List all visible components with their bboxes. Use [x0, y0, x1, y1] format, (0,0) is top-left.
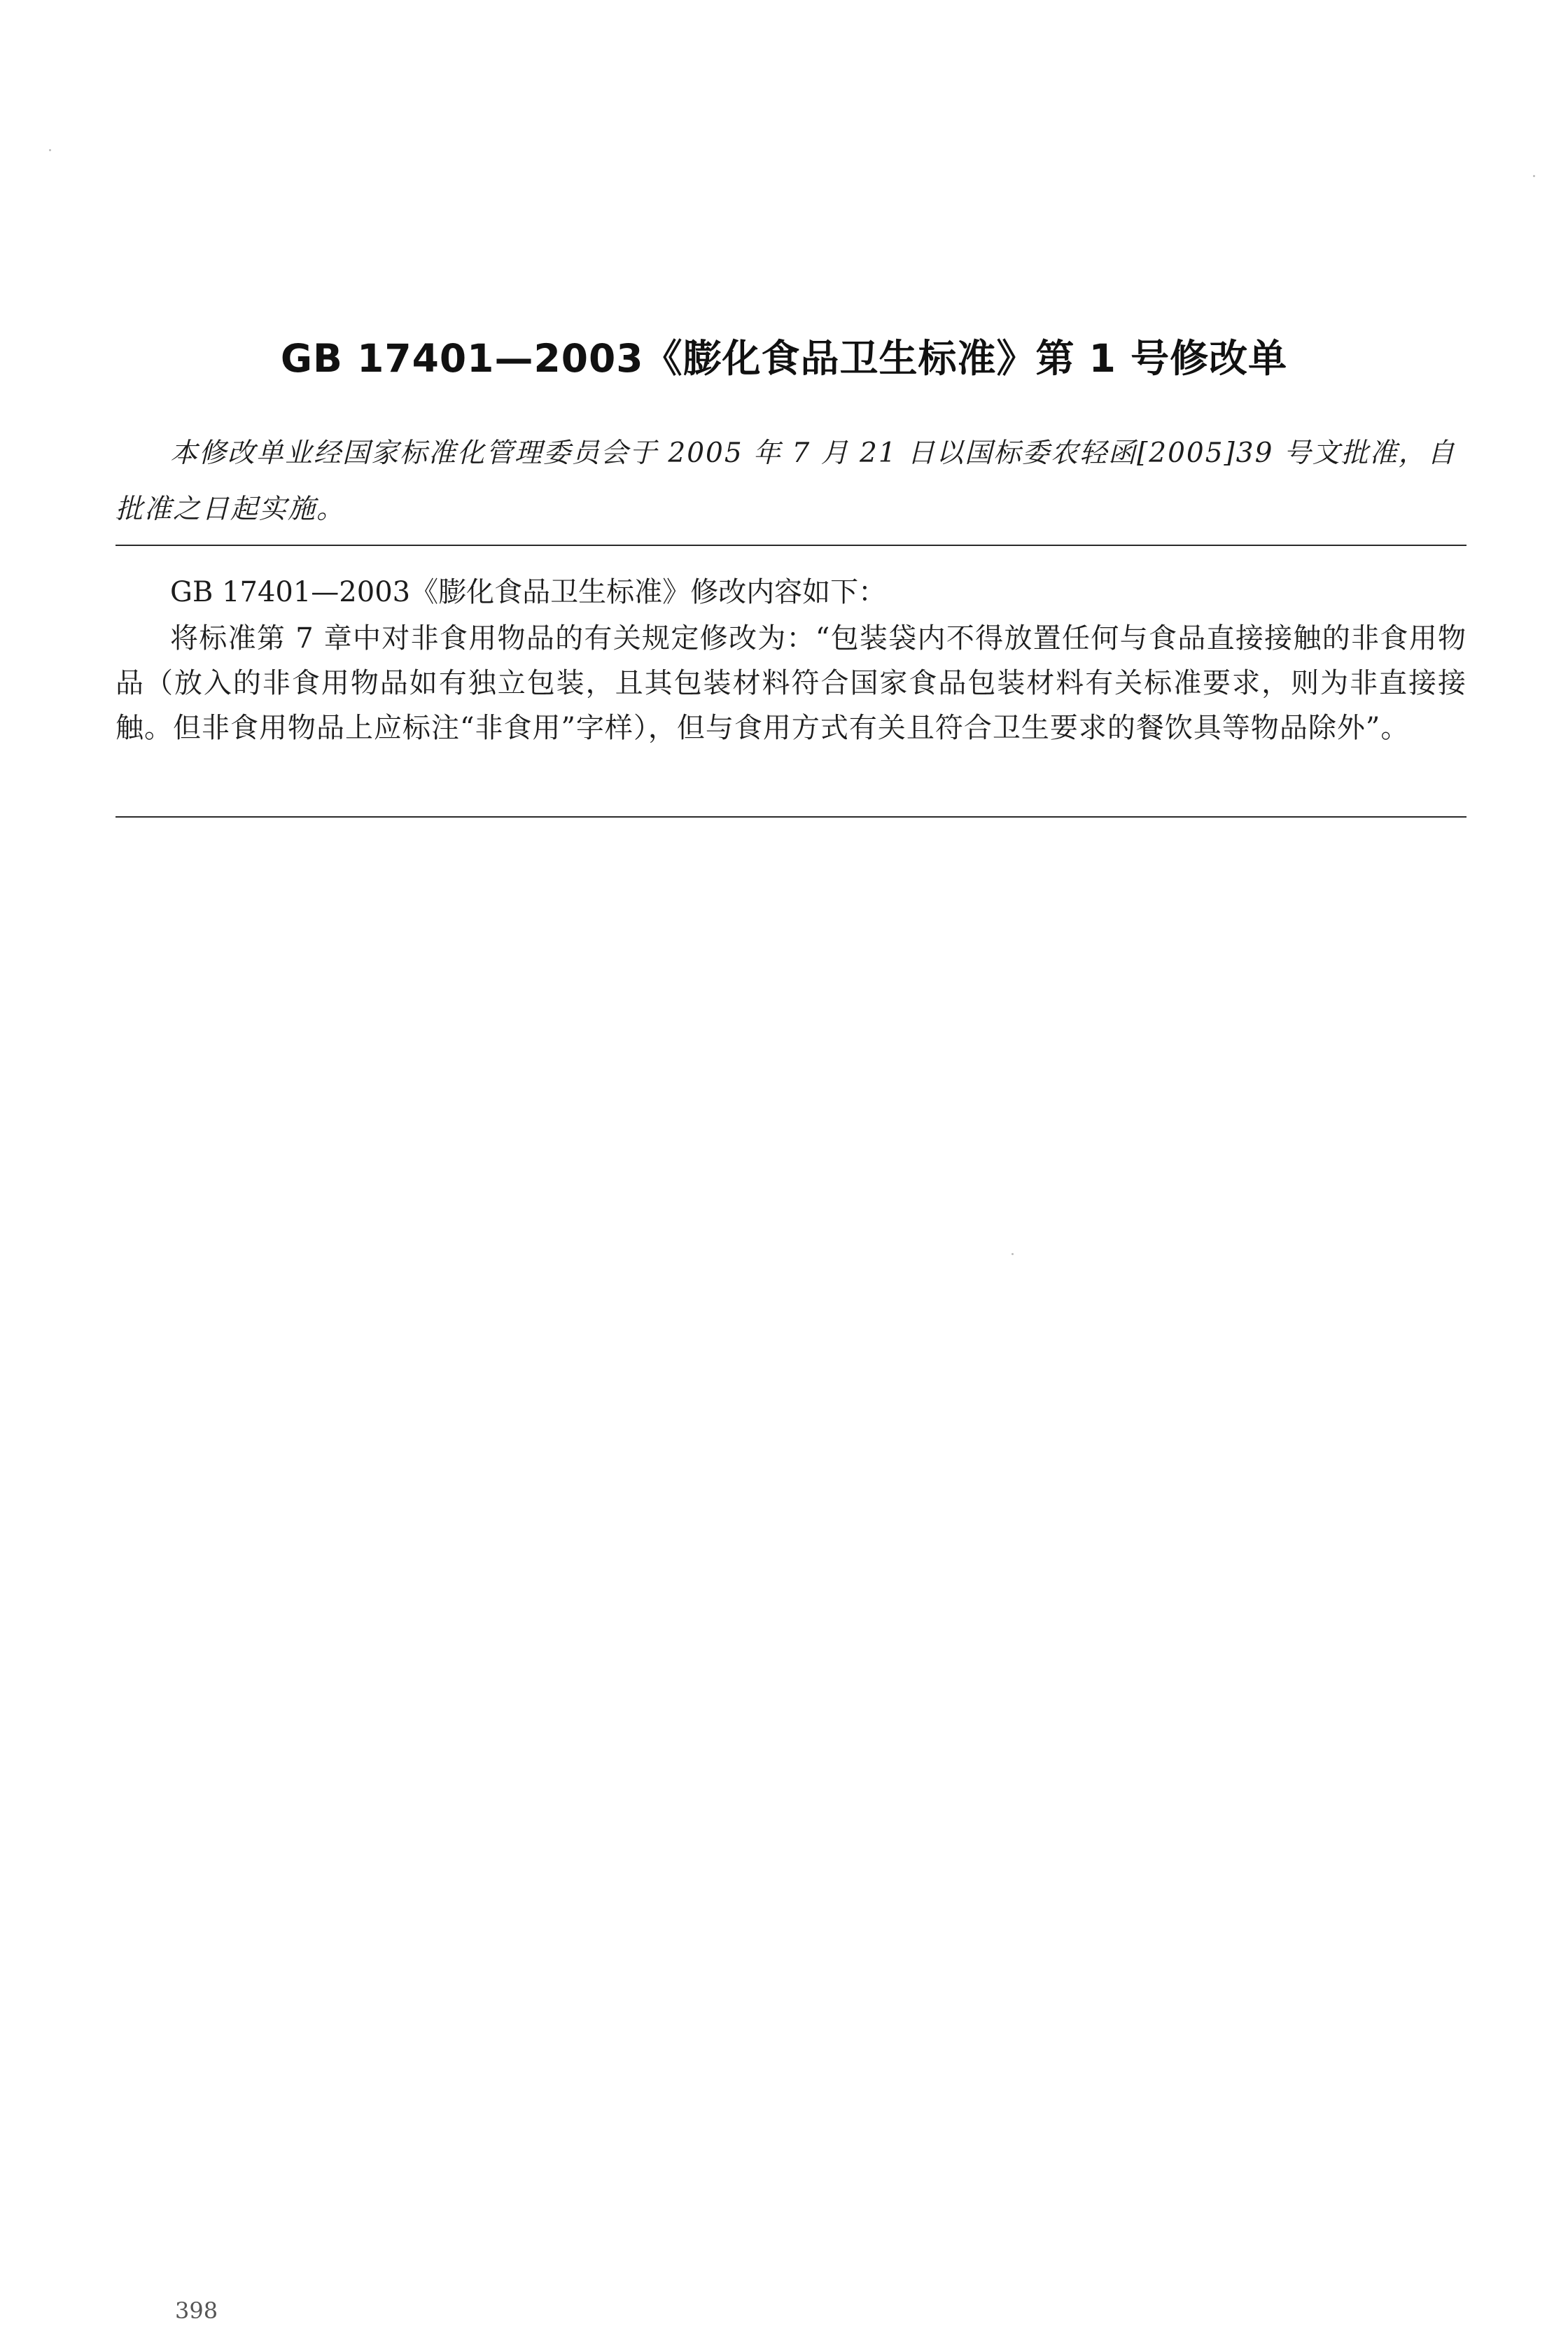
scan-speck	[1533, 175, 1535, 177]
amendment-body: 将标准第 7 章中对非食用物品的有关规定修改为：“包装袋内不得放置任何与食品直接接触的非食用物品（放入的非食用物品如有独立包装，且其包装材料符合国家食品包装材料有关标准要求，则为非直接接触。但非食用物品上应标注“非食用”字样），但与食用方式有关且符合卫生要求的餐饮具等物品除外”。	[115, 622, 1466, 744]
page-number: 398	[175, 2297, 218, 2324]
page-title: GB 17401—2003《膨化食品卫生标准》第 1 号修改单	[280, 336, 1288, 381]
scan-speck	[1011, 1253, 1014, 1255]
bottom-divider	[115, 816, 1466, 818]
approval-note: 本修改单业经国家标准化管理委员会于 2005 年 7 月 21 日以国标委农轻函[2005]39 号文批准，自批准之日起实施。	[115, 438, 1456, 525]
top-divider	[115, 545, 1466, 546]
scan-speck	[49, 149, 51, 151]
amendment-intro: GB 17401—2003《膨化食品卫生标准》修改内容如下：	[170, 576, 887, 608]
